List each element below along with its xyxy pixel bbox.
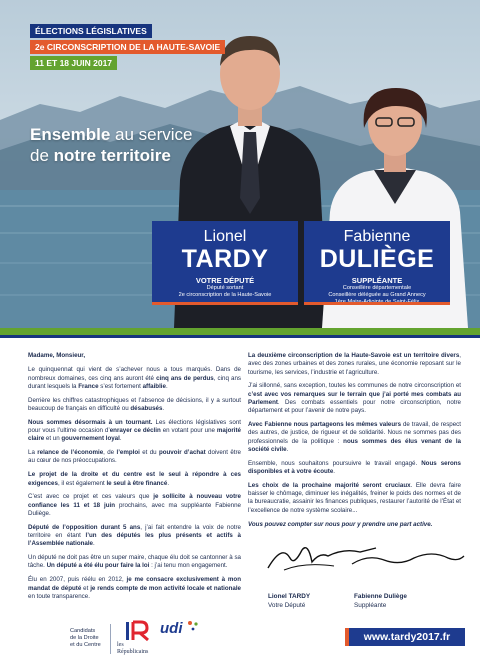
signature-title-2: Suppléante bbox=[354, 601, 387, 609]
district-tag: 2e CIRCONSCRIPTION DE LA HAUTE-SAVOIE bbox=[30, 40, 225, 54]
right-paragraph bbox=[248, 382, 461, 415]
lr-label bbox=[117, 642, 148, 656]
candidate-namecard bbox=[152, 221, 298, 305]
emphasis-text: relance de l’économie bbox=[37, 449, 104, 457]
substitute-role: SUPPLÉANTE bbox=[351, 276, 403, 285]
candidate-last-name: TARDY bbox=[181, 245, 269, 273]
body-text: et du bbox=[139, 449, 159, 457]
closing-text: Vous pouvez compter sur nous pour y prendre une part active. bbox=[248, 520, 433, 528]
emphasis-text: majorité claire bbox=[28, 427, 241, 443]
slogan-rest-1: au service bbox=[110, 125, 193, 144]
left-paragraph bbox=[28, 449, 241, 466]
body-text: . bbox=[162, 404, 165, 412]
emphasis-text: l’un des députés les plus présents et actifs à l’Assemblée nationale bbox=[28, 532, 242, 548]
slogan-bold-2: notre territoire bbox=[53, 146, 171, 165]
body-text: , il est également bbox=[57, 479, 107, 487]
hero-banner bbox=[0, 0, 480, 328]
election-tag: ÉLECTIONS LÉGISLATIVES bbox=[30, 24, 152, 38]
body-text: et un bbox=[44, 435, 62, 443]
footer-separator bbox=[110, 624, 111, 654]
candidate-sub-2: 2e circonscription de la Haute-Savoie bbox=[178, 292, 272, 298]
left-paragraph bbox=[28, 493, 241, 518]
body-text: en toute transparence. bbox=[28, 592, 90, 600]
body-text: s’est fortement bbox=[98, 382, 143, 390]
right-paragraph bbox=[248, 460, 461, 477]
green-band bbox=[0, 328, 480, 335]
letter-greeting: Madame, Monsieur, bbox=[28, 352, 86, 359]
emphasis-text: Les choix de la prochaine majorité seront cruciaux bbox=[248, 481, 411, 489]
body-text: Derrière les chiffres catastrophiques et l’absence de décisions, il y a surtout beaucoup de français en difficulté ou bbox=[28, 396, 241, 412]
candidats-line-1: Candidats bbox=[70, 628, 96, 634]
signature-block-duliege bbox=[354, 593, 407, 610]
body-text: de travail, de respect des autres, de justice, de rigueur et de solidarité. Nous ne sommes pas des professionnels de la politique : bbox=[248, 421, 461, 445]
left-paragraph bbox=[28, 419, 241, 444]
emphasis-text: Nous serons disponibles et à votre écoute bbox=[248, 459, 461, 476]
emphasis-text: nous sommes des élus venant de la société civile bbox=[248, 437, 461, 453]
date-tag: 11 ET 18 JUIN 2017 bbox=[30, 56, 117, 70]
les-republicains-logo bbox=[117, 620, 157, 660]
right-paragraph bbox=[248, 352, 461, 377]
body-text: prochains, avec ma suppléante Fabienne Duliège. bbox=[28, 501, 241, 517]
emphasis-text: le seul à être financé bbox=[106, 479, 168, 487]
emphasis-text: pouvoir d’achat bbox=[158, 449, 206, 457]
left-paragraph bbox=[28, 397, 241, 414]
letter-closing bbox=[248, 521, 461, 529]
candidate-role: VOTRE DÉPUTÉ bbox=[195, 276, 255, 285]
lr-line-2: Républicains bbox=[117, 649, 149, 655]
candidats-line-3: et du Centre bbox=[70, 641, 101, 648]
body-text: , avec des zones urbaines et des zones rurales, une économie reposant sur le tourisme, les services, l’industrie et l’agriculture. bbox=[248, 352, 461, 376]
body-text: J’ai sillonné, sans exception, toutes les communes de notre circonscription et bbox=[248, 382, 461, 390]
body-text: . bbox=[333, 468, 336, 476]
left-paragraph bbox=[28, 576, 241, 601]
body-text: . bbox=[93, 540, 95, 548]
namecard-underline bbox=[152, 302, 298, 305]
right-paragraph bbox=[248, 482, 461, 515]
candidats-line-2: de la Droite bbox=[70, 634, 99, 641]
emphasis-text: Le projet de la droite et du centre est le seul à répondre à ces exigences bbox=[28, 471, 241, 487]
letter-right-column bbox=[248, 352, 461, 534]
emphasis-text: je rends compte de mon activité locale et nationale bbox=[90, 584, 242, 592]
emphasis-text: affaiblie bbox=[142, 382, 166, 390]
body-text: , cinq ans durant lesquels la bbox=[28, 374, 242, 390]
body-text: Les élections législatives sont pour vous l’ultime occasion d’ bbox=[28, 418, 242, 435]
udi-text: udi bbox=[160, 620, 183, 637]
substitute-sub-1: Conseillère départementale bbox=[342, 285, 412, 291]
emphasis-text: enrayer ce déclin bbox=[109, 427, 161, 435]
emphasis-text: Un député a été élu pour faire la loi bbox=[46, 562, 150, 570]
body-text: . bbox=[167, 479, 170, 487]
body-text: Ensemble, nous souhaitons poursuivre le travail engagé. bbox=[248, 459, 422, 467]
right-paragraph bbox=[248, 421, 461, 454]
lr-line-1: les bbox=[117, 642, 124, 648]
slogan bbox=[30, 124, 193, 166]
emphasis-text: c’est avec vos remarques sur le terrain que j’ai porté mes combats au Parlement bbox=[248, 390, 461, 406]
body-text: C’est avec ce projet et ces valeurs que bbox=[28, 493, 154, 501]
body-text: , j’ai fait entendre la voix de notre territoire en étant bbox=[28, 523, 241, 540]
lr-mark-icon bbox=[117, 620, 157, 642]
website-link[interactable]: www.tardy2017.fr bbox=[349, 628, 465, 646]
candidate-sub-1: Député sortant bbox=[206, 285, 244, 291]
body-text: Le quinquennat qui vient de s’achever nous a tous marqués. Dans de nombreux domaines, ces cinq ans auront été bbox=[28, 366, 241, 382]
signature-name-1: Lionel TARDY bbox=[268, 593, 311, 600]
signature-block-tardy bbox=[268, 593, 310, 610]
emphasis-text: Député de l’opposition durant 5 ans bbox=[28, 523, 141, 531]
left-paragraph bbox=[28, 554, 241, 571]
body-text: : j’ai tenu mon engagement. bbox=[149, 562, 228, 570]
body-text: Un député ne doit pas être un super maire, chaque élu doit se cantonner à sa tâche. bbox=[28, 554, 241, 570]
namecard-underline bbox=[304, 302, 450, 305]
body-text: , de bbox=[103, 449, 117, 457]
substitute-namecard bbox=[304, 221, 450, 305]
signature-title-1: Votre Député bbox=[268, 601, 306, 609]
emphasis-text: l’emploi bbox=[116, 449, 140, 457]
left-paragraph bbox=[28, 471, 241, 488]
emphasis-text: je sollicite à nouveau votre confiance les 11 et 18 juin bbox=[28, 493, 241, 509]
emphasis-text: France bbox=[78, 382, 99, 390]
udi-logo bbox=[160, 620, 201, 637]
slogan-bold-1: Ensemble bbox=[30, 125, 111, 144]
signature-duliege bbox=[348, 540, 468, 574]
emphasis-text: Nous sommes désormais à un tournant. bbox=[28, 418, 153, 426]
body-text: . Des combats essentiels pour notre circonscription, notre département et pour l’avenir de notre pays. bbox=[248, 398, 461, 415]
emphasis-text: désabusés bbox=[130, 404, 163, 412]
signature-name-2: Fabienne Duliège bbox=[354, 593, 407, 600]
emphasis-text: cinq ans de perdus bbox=[156, 374, 214, 382]
substitute-last-name: DULIÈGE bbox=[319, 245, 435, 273]
body-text: doivent être au cœur de nos préoccupations. bbox=[28, 449, 241, 465]
substitute-sub-2: Conseillère déléguée au Grand Annecy bbox=[328, 292, 426, 298]
body-text: . bbox=[119, 435, 122, 443]
letter-left-column bbox=[28, 352, 241, 607]
emphasis-text: je me consacre exclusivement à mon mandat de député bbox=[28, 576, 241, 592]
body-text: . bbox=[165, 382, 168, 390]
left-paragraph bbox=[28, 366, 241, 391]
substitute-first-name: Fabienne bbox=[343, 228, 411, 245]
emphasis-text: Avec Fabienne nous partageons les mêmes valeurs bbox=[248, 421, 402, 429]
body-text: La bbox=[28, 449, 38, 457]
body-text: en votant pour une bbox=[160, 427, 217, 435]
blue-band bbox=[0, 335, 480, 338]
body-text: . bbox=[286, 445, 289, 453]
emphasis-text: La deuxième circonscription de la Haute-Savoie est un territoire divers bbox=[248, 352, 460, 359]
slogan-pre-2: de bbox=[30, 146, 54, 165]
left-paragraph bbox=[28, 524, 241, 549]
right-paragraphs bbox=[248, 352, 461, 515]
body-text: et bbox=[81, 584, 91, 592]
body-text: Élu en 2007, puis réélu en 2012, bbox=[28, 576, 127, 584]
emphasis-text: gouvernement loyal bbox=[61, 435, 120, 443]
left-paragraphs bbox=[28, 366, 241, 601]
footer-candidats-text bbox=[70, 628, 101, 648]
candidate-first-name: Lionel bbox=[203, 228, 247, 245]
udi-dots-icon bbox=[187, 620, 201, 634]
body-text: . Elle devra faire baisser le chômage, diminuer les inégalités, freiner le poids des normes et de la bureaucratie, assainir les finances publiques, restaurer l’autorité de l’État et l’excellence de notre système scolaire... bbox=[248, 481, 461, 514]
